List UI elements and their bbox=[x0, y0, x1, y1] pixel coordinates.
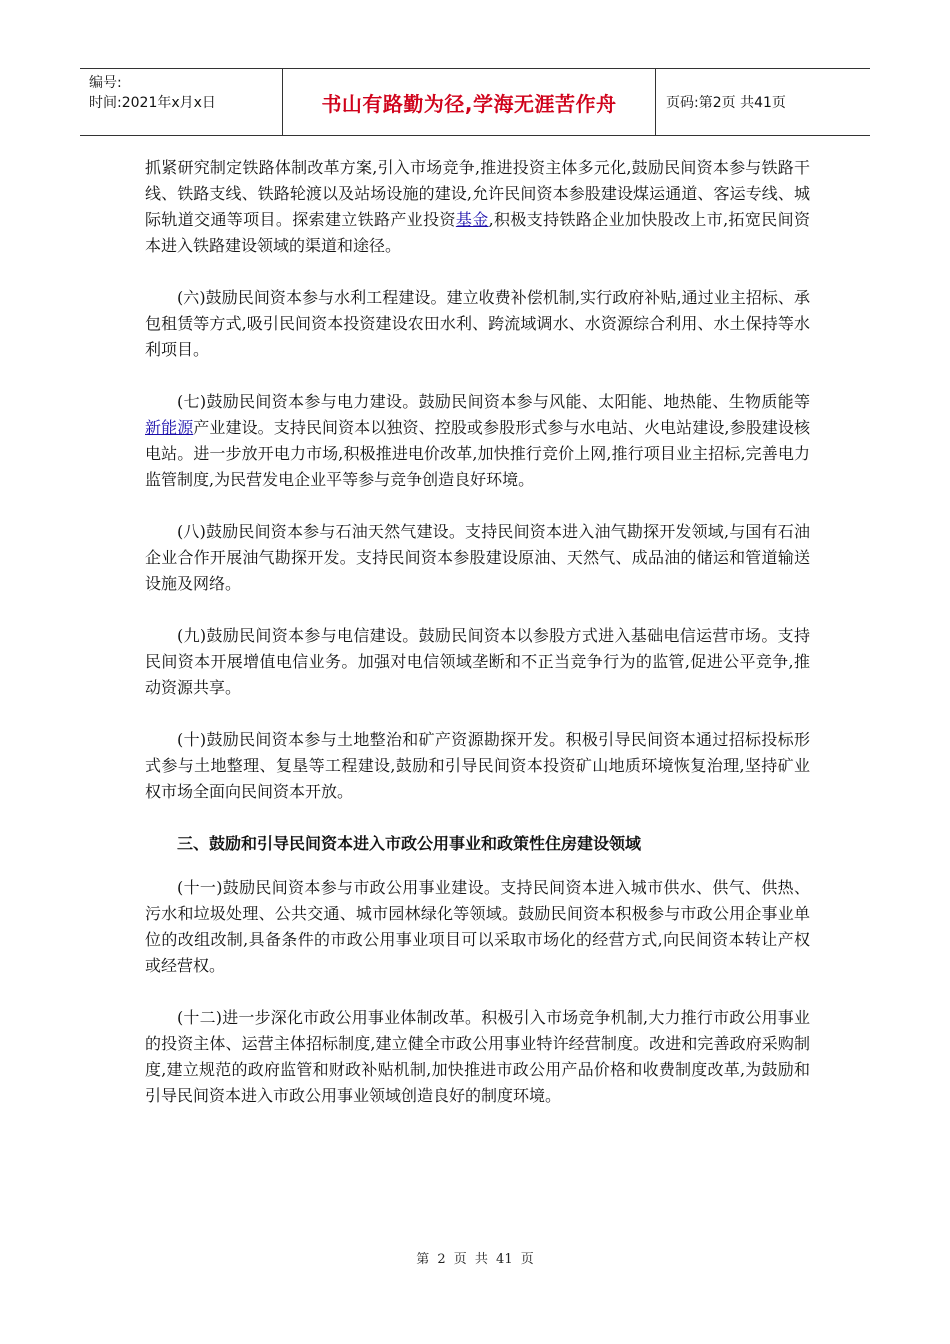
paragraph bbox=[145, 389, 810, 493]
paragraph: (八)鼓励民间资本参与石油天然气建设。支持民间资本进入油气勘探开发领域,与国有石油企业合作开展油气勘探开发。支持民间资本参股建设原油、天然气、成品油的储运和管道输送设施及网络。 bbox=[145, 522, 810, 593]
page-footer: 第 2 页 共 41 页 bbox=[416, 1252, 534, 1267]
paragraph-text: ,积极支持铁路企业加快股改上市,拓宽民间资本进入铁路建设领域的渠道和途径。 bbox=[145, 210, 810, 255]
link-jijin[interactable]: 基金 bbox=[455, 210, 489, 229]
paragraph bbox=[145, 155, 810, 259]
paragraph: (十一)鼓励民间资本参与市政公用事业建设。支持民间资本进入城市供水、供气、供热、污水和垃圾处理、公共交通、城市园林绿化等领域。鼓励民间资本积极参与市政公用企事业单位的改组改制,具备条件的市政公用事业项目可以采取市场化的经营方式,向民间资本转让产权或经营权。 bbox=[145, 878, 810, 975]
paragraph: (九)鼓励民间资本参与电信建设。鼓励民间资本以参股方式进入基础电信运营市场。支持民间资本开展增值电信业务。加强对电信领域垄断和不正当竞争行为的监管,促进公平竞争,推动资源共享。 bbox=[145, 626, 810, 697]
paragraph-text: 产业建设。支持民间资本以独资、控股或参股形式参与水电站、火电站建设,参股建设核电站。进一步放开电力市场,积极推进电价改革,加快推行竞价上网,推行项目业主招标,完善电力监管制度,为民营发电企业平等参与竞争创造良好环境。 bbox=[145, 418, 810, 489]
section-heading: 三、鼓励和引导民间资本进入市政公用事业和政策性住房建设领域 bbox=[177, 834, 642, 853]
header-meta bbox=[80, 69, 282, 135]
paragraph-text: 抓紧研究制定铁路体制改革方案,引入市场竞争,推进投资主体多元化,鼓励民间资本参与铁路干线、铁路支线、铁路轮渡以及站场设施的建设,允许民间资本参股建设煤运通道、客运专线、城际轨道交通等项目。探索建立铁路产业投资 bbox=[145, 158, 810, 229]
number-label: 编号: bbox=[89, 75, 122, 91]
paragraph: (十)鼓励民间资本参与土地整治和矿产资源勘探开发。积极引导民间资本通过招标投标形式参与土地整理、复垦等工程建设,鼓励和引导民间资本投资矿山地质环境恢复治理,坚持矿业权市场全面向民间资本开放。 bbox=[145, 730, 810, 801]
paragraph: (六)鼓励民间资本参与水利工程建设。建立收费补偿机制,实行政府补贴,通过业主招标、承包租赁等方式,吸引民间资本投资建设农田水利、跨流域调水、水资源综合利用、水土保持等水利项目。 bbox=[145, 288, 810, 359]
motto: 书山有路勤为径,学海无涯苦作舟 bbox=[321, 91, 617, 116]
time-label: 时间:2021年x月x日 bbox=[89, 95, 216, 111]
paragraph-text: (七)鼓励民间资本参与电力建设。鼓励民间资本参与风能、太阳能、地热能、生物质能等 bbox=[177, 392, 810, 411]
header-page-info-cell bbox=[656, 69, 870, 135]
paragraph: (十二)进一步深化市政公用事业体制改革。积极引入市场竞争机制,大力推行市政公用事业的投资主体、运营主体招标制度,建立健全市政公用事业特许经营制度。改进和完善政府采购制度,建立规范的政府监管和财政补贴机制,加快推进市政公用产品价格和收费制度改革,为鼓励和引导民间资本进入市政公用事业领域创造良好的制度环境。 bbox=[145, 1008, 810, 1105]
document-body bbox=[145, 155, 810, 1135]
page-header bbox=[80, 68, 870, 136]
link-xinnengyuan[interactable]: 新能源 bbox=[145, 418, 194, 437]
page-info: 页码:第2页 共41页 bbox=[666, 95, 786, 111]
header-motto-cell bbox=[282, 69, 656, 135]
